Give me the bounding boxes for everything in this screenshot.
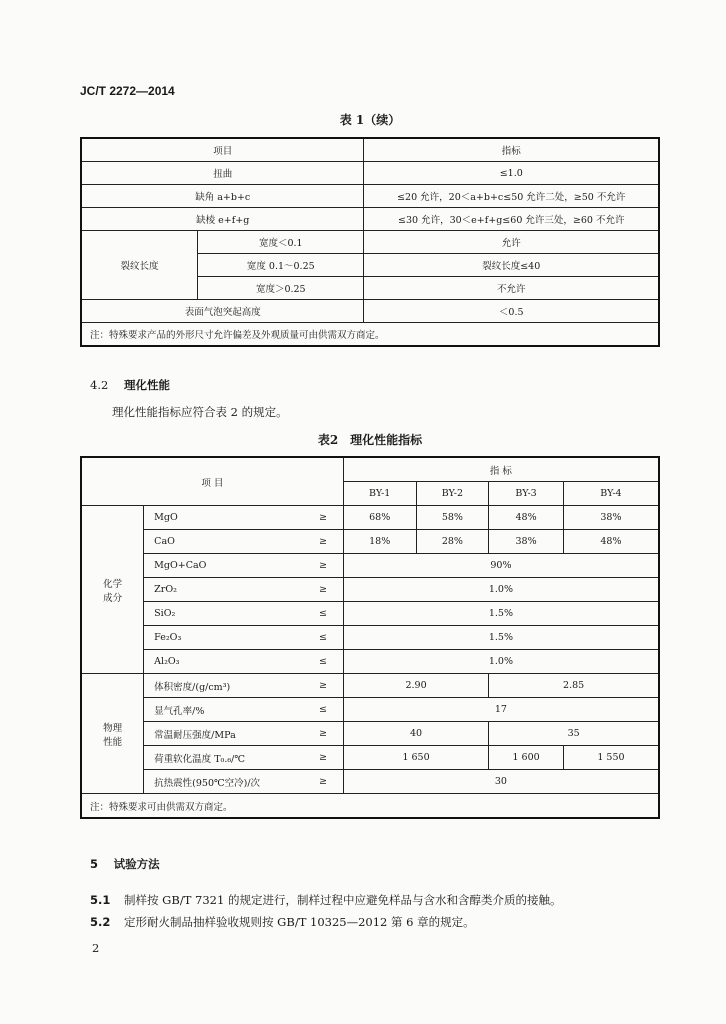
table-row bbox=[81, 323, 659, 347]
cell-value: 1 550 bbox=[563, 746, 659, 770]
item-name: ZrO₂ bbox=[144, 578, 303, 602]
table-row bbox=[81, 185, 659, 208]
row-label: 表面气泡突起高度 bbox=[81, 300, 364, 323]
item-symbol: ≥ bbox=[303, 674, 343, 698]
section-title: 试验方法 bbox=[113, 857, 160, 871]
page-number: 2 bbox=[92, 941, 100, 955]
clause-text: 制样按 GB/T 7321 的规定进行，制样过程中应避免样品与含水和含醇类介质的接触。 bbox=[124, 893, 562, 907]
section-text: 理化性能指标应符合表 2 的规定。 bbox=[112, 405, 288, 419]
cell-value: 17 bbox=[343, 698, 659, 722]
clause-number: 5.2 bbox=[90, 915, 111, 929]
cell-value: 2.85 bbox=[489, 674, 659, 698]
section-number: 5 bbox=[90, 857, 99, 871]
table-row bbox=[81, 626, 659, 650]
row-value: ＜0.5 bbox=[364, 300, 659, 323]
item-name: 体积密度/(g/cm³) bbox=[144, 674, 303, 698]
item-name: Fe₂O₃ bbox=[144, 626, 303, 650]
table-row bbox=[81, 457, 659, 482]
cell-value: 48% bbox=[563, 530, 659, 554]
item-symbol: ≥ bbox=[303, 506, 343, 530]
table1-note: 注：特殊要求产品的外形尺寸允许偏差及外观质量可由供需双方商定。 bbox=[81, 323, 659, 347]
table-row bbox=[81, 138, 659, 162]
item-symbol: ≤ bbox=[303, 698, 343, 722]
table-1-continued bbox=[80, 137, 660, 347]
section-heading bbox=[90, 377, 170, 393]
cell-value: 1.5% bbox=[343, 602, 659, 626]
table-2 bbox=[80, 456, 660, 819]
table1-caption: 表 1（续） bbox=[339, 113, 401, 127]
item-symbol: ≤ bbox=[303, 626, 343, 650]
row-value: 裂纹长度≤40 bbox=[364, 254, 659, 277]
cell-value: 48% bbox=[489, 506, 564, 530]
table-row bbox=[81, 208, 659, 231]
cell-value: 40 bbox=[343, 722, 488, 746]
section-number: 4.2 bbox=[90, 378, 109, 392]
table-row bbox=[81, 530, 659, 554]
item-name: 抗热震性(950℃空冷)/次 bbox=[144, 770, 303, 794]
table-row bbox=[81, 650, 659, 674]
row-label: 宽度＞0.25 bbox=[198, 277, 364, 300]
row-value: 不允许 bbox=[364, 277, 659, 300]
row-label: 缺角 a+b+c bbox=[81, 185, 364, 208]
item-name: MgO+CaO bbox=[144, 554, 303, 578]
cell-value: 38% bbox=[563, 506, 659, 530]
row-label: 缺棱 e+f+g bbox=[81, 208, 364, 231]
row-value: ≤1.0 bbox=[364, 162, 659, 185]
cell-value: 1 650 bbox=[343, 746, 488, 770]
grade-header: BY-4 bbox=[563, 482, 659, 506]
cell-value: 28% bbox=[416, 530, 489, 554]
table2-caption: 表2 理化性能指标 bbox=[317, 433, 423, 447]
row-label: 宽度 0.1～0.25 bbox=[198, 254, 364, 277]
row-value: ≤30 允许，30＜e+f+g≤60 允许三处，≥60 不允许 bbox=[364, 208, 659, 231]
crack-length-label: 裂纹长度 bbox=[81, 231, 198, 300]
clause bbox=[90, 892, 561, 908]
item-symbol: ≥ bbox=[303, 770, 343, 794]
table-row bbox=[81, 162, 659, 185]
item-name: 荷重软化温度 T₀.₆/℃ bbox=[144, 746, 303, 770]
table-row bbox=[81, 554, 659, 578]
table-row bbox=[81, 794, 659, 819]
cell-value: 30 bbox=[343, 770, 659, 794]
row-value: ≤20 允许，20＜a+b+c≤50 允许二处，≥50 不允许 bbox=[364, 185, 659, 208]
item-name: MgO bbox=[144, 506, 303, 530]
cell-value: 68% bbox=[343, 506, 416, 530]
row-value: 允许 bbox=[364, 231, 659, 254]
table-row bbox=[81, 746, 659, 770]
table-row bbox=[81, 300, 659, 323]
header-index: 指标 bbox=[364, 138, 659, 162]
section-heading bbox=[90, 856, 160, 872]
standard-code: JC/T 2272—2014 bbox=[80, 84, 175, 98]
item-symbol: ≥ bbox=[303, 530, 343, 554]
table-row bbox=[81, 602, 659, 626]
cell-value: 1.0% bbox=[343, 578, 659, 602]
grade-header: BY-3 bbox=[489, 482, 564, 506]
cell-value: 1 600 bbox=[489, 746, 564, 770]
item-symbol: ≥ bbox=[303, 746, 343, 770]
header-item: 项目 bbox=[81, 138, 364, 162]
cell-value: 58% bbox=[416, 506, 489, 530]
header-item: 项 目 bbox=[81, 457, 343, 506]
cell-value: 90% bbox=[343, 554, 659, 578]
item-name: 显气孔率/% bbox=[144, 698, 303, 722]
item-symbol: ≥ bbox=[303, 554, 343, 578]
item-name: Al₂O₃ bbox=[144, 650, 303, 674]
item-symbol: ≥ bbox=[303, 578, 343, 602]
grade-header: BY-1 bbox=[343, 482, 416, 506]
section-title: 理化性能 bbox=[123, 378, 170, 392]
clause-number: 5.1 bbox=[90, 893, 111, 907]
table-row bbox=[81, 578, 659, 602]
row-label: 扭曲 bbox=[81, 162, 364, 185]
item-name: 常温耐压强度/MPa bbox=[144, 722, 303, 746]
cell-value: 18% bbox=[343, 530, 416, 554]
header-index: 指 标 bbox=[343, 457, 659, 482]
chem-group-label: 化学 成分 bbox=[81, 506, 144, 674]
cell-value: 1.0% bbox=[343, 650, 659, 674]
table-row bbox=[81, 231, 659, 254]
clause bbox=[90, 914, 475, 930]
clause-text: 定形耐火制品抽样验收规则按 GB/T 10325—2012 第 6 章的规定。 bbox=[124, 915, 475, 929]
cell-value: 35 bbox=[489, 722, 659, 746]
phys-group-label: 物理 性能 bbox=[81, 674, 144, 794]
table-row bbox=[81, 770, 659, 794]
table-row bbox=[81, 506, 659, 530]
item-name: CaO bbox=[144, 530, 303, 554]
item-symbol: ≥ bbox=[303, 722, 343, 746]
table-row bbox=[81, 722, 659, 746]
item-symbol: ≤ bbox=[303, 650, 343, 674]
item-symbol: ≤ bbox=[303, 602, 343, 626]
cell-value: 1.5% bbox=[343, 626, 659, 650]
table-row bbox=[81, 698, 659, 722]
item-name: SiO₂ bbox=[144, 602, 303, 626]
row-label: 宽度＜0.1 bbox=[198, 231, 364, 254]
table2-note: 注：特殊要求可由供需双方商定。 bbox=[81, 794, 659, 819]
grade-header: BY-2 bbox=[416, 482, 489, 506]
table-row bbox=[81, 674, 659, 698]
cell-value: 2.90 bbox=[343, 674, 488, 698]
cell-value: 38% bbox=[489, 530, 564, 554]
